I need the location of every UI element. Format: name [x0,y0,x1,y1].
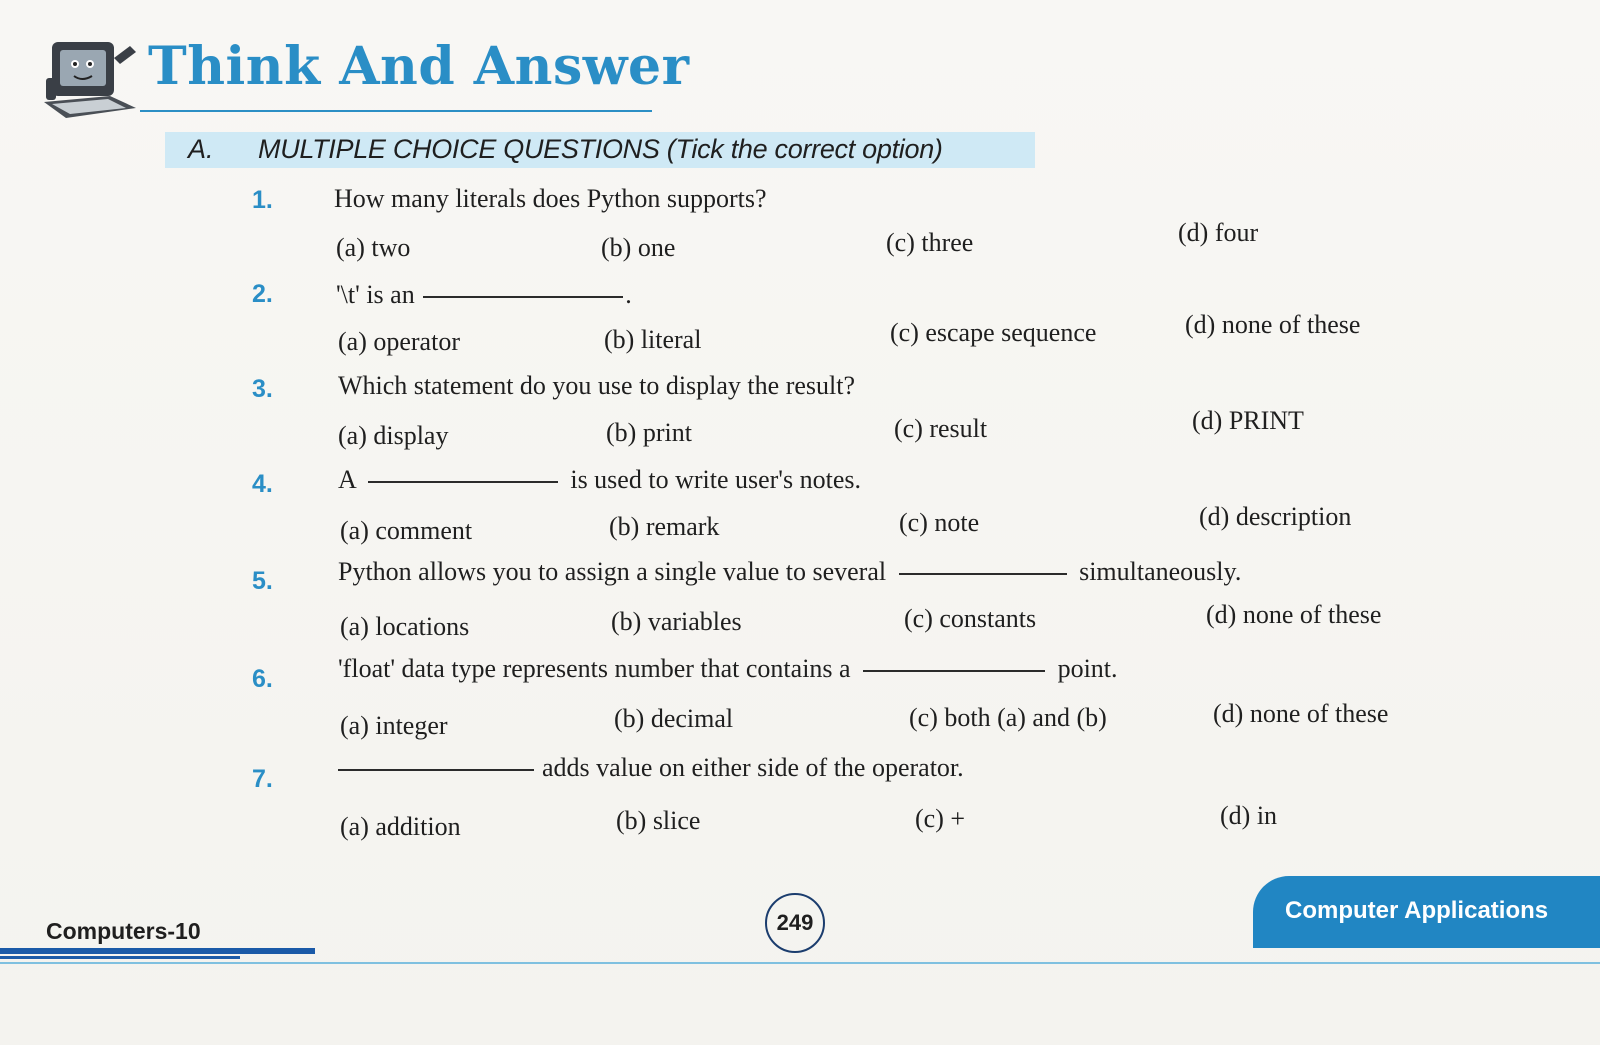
option-a[interactable]: (a) comment [340,516,473,545]
option-b[interactable]: (b) print [606,418,692,447]
question-text [338,465,861,495]
question-number: 2. [252,280,273,308]
option-a[interactable]: (a) operator [338,327,460,356]
option-b[interactable]: (b) remark [609,512,720,541]
footer-divider [0,956,240,959]
option-b[interactable]: (b) slice [616,806,701,835]
section-title: MULTIPLE CHOICE QUESTIONS (Tick the correct option) [258,134,943,164]
option-d[interactable]: (d) none of these [1206,600,1382,629]
question-text-after: . [625,280,632,309]
answer-blank [338,769,534,771]
question-text-after: simultaneously. [1079,557,1242,586]
option-d[interactable]: (d) in [1220,801,1278,830]
question-text-after: is used to write user's notes. [570,465,861,494]
option-a[interactable]: (a) addition [340,812,461,841]
option-a[interactable]: (a) two [336,233,411,262]
question-number: 5. [252,567,273,595]
footer-divider [0,962,1600,964]
option-a[interactable]: (a) display [338,421,449,450]
question-text: How many literals does Python supports? [334,184,767,213]
page-number: 249 [765,893,825,953]
option-c[interactable]: (c) constants [904,604,1037,633]
option-b[interactable]: (b) literal [604,325,702,354]
option-d[interactable]: (d) four [1178,218,1259,247]
option-c[interactable]: (c) both (a) and (b) [909,703,1107,732]
option-c[interactable]: (c) escape sequence [890,318,1097,347]
option-d[interactable]: (d) PRINT [1192,406,1304,435]
footer-divider [0,948,315,954]
option-c[interactable]: (c) three [886,228,974,257]
question-number: 4. [252,470,273,498]
section-letter: A. [188,134,214,164]
answer-blank [368,481,558,483]
question-number: 6. [252,665,273,693]
question-number: 3. [252,375,273,403]
option-c[interactable]: (c) + [915,804,966,833]
question-text [338,654,1118,684]
question-text: Which statement do you use to display the result? [338,371,855,400]
title-underline [140,110,652,112]
option-b[interactable]: (b) one [601,233,676,262]
question-number: 1. [252,186,273,214]
question-text [336,280,632,310]
option-a[interactable]: (a) integer [340,711,448,740]
answer-blank [423,296,623,298]
question-text-before: Python allows you to assign a single value to several [338,557,887,586]
option-b[interactable]: (b) variables [611,607,742,636]
option-b[interactable]: (b) decimal [614,704,734,733]
question-text [338,753,964,783]
question-text-before: '\t' is an [336,280,415,309]
option-a[interactable]: (a) locations [340,612,470,641]
book-name: Computers-10 [46,918,201,944]
computer-mascot-icon [40,38,140,126]
option-d[interactable]: (d) none of these [1185,310,1361,339]
question-text [338,557,1241,587]
question-text-after: point. [1057,654,1118,683]
answer-blank [863,670,1045,672]
answer-blank [899,573,1067,575]
question-number: 7. [252,765,273,793]
question-text-before: 'float' data type represents number that contains a [338,654,851,683]
option-c[interactable]: (c) note [899,508,980,537]
question-text-after: adds value on either side of the operator. [542,753,964,782]
page-title: Think And Answer [148,36,690,97]
option-d[interactable]: (d) description [1199,502,1352,531]
question-text-before: A [338,465,356,494]
subject-label: Computer Applications [1285,897,1549,924]
option-d[interactable]: (d) none of these [1213,699,1389,728]
option-c[interactable]: (c) result [894,414,988,443]
